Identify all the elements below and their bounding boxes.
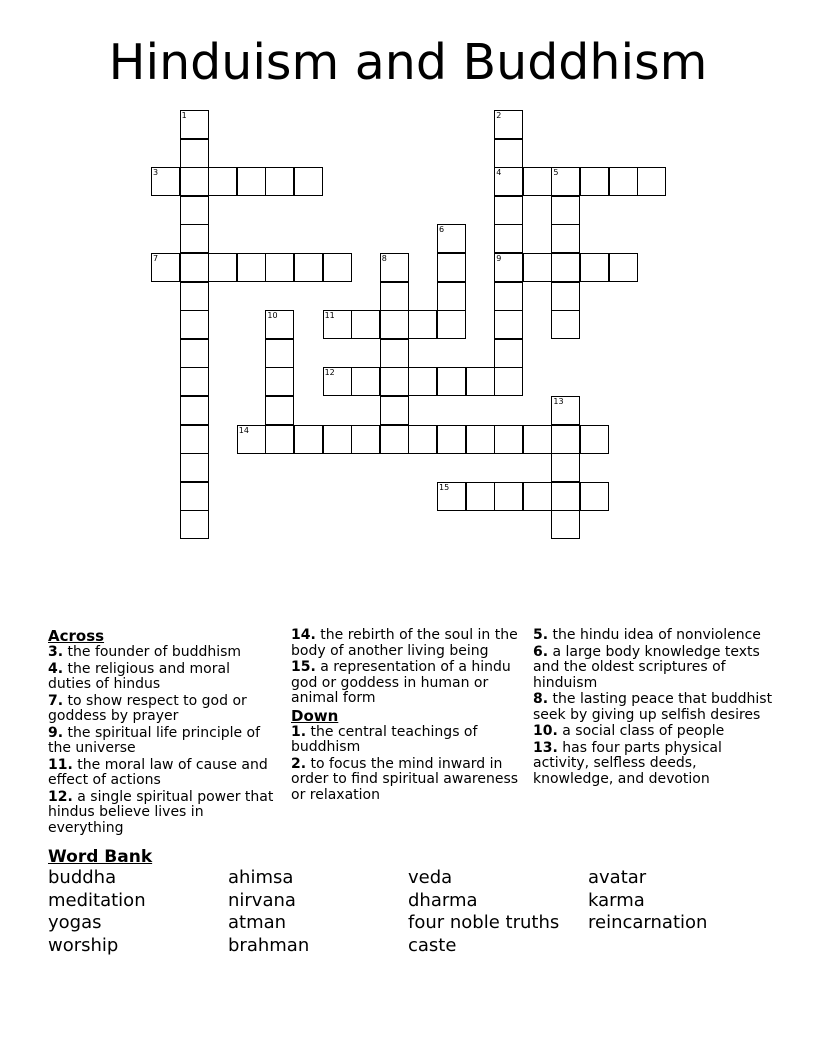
clue-column-3 [533, 628, 773, 788]
word-bank-item: avatar [588, 867, 647, 888]
crossword-cell[interactable] [380, 282, 409, 311]
crossword-cell[interactable] [494, 339, 523, 368]
cell-number: 11 [324, 311, 335, 321]
crossword-cell[interactable] [494, 310, 523, 339]
crossword-cell[interactable] [494, 282, 523, 311]
page-title: Hinduism and Buddhism [108, 34, 708, 91]
crossword-cell[interactable] [351, 425, 380, 454]
clue-down-1: 1. the central teachings of buddhism [291, 723, 478, 755]
word-bank-item: worship [48, 935, 119, 956]
crossword-cell[interactable] [380, 339, 409, 368]
clue-across-14: 14. the rebirth of the soul in the body of another living being [291, 627, 518, 659]
crossword-cell[interactable] [351, 310, 380, 339]
crossword-cell[interactable] [180, 396, 209, 425]
crossword-cell[interactable] [180, 253, 209, 282]
word-bank-item: dharma [408, 890, 478, 911]
crossword-cell[interactable] [265, 253, 294, 282]
crossword-cell[interactable] [265, 167, 294, 196]
crossword-cell[interactable] [580, 425, 609, 454]
crossword-cell[interactable] [637, 167, 666, 196]
crossword-cell[interactable] [208, 253, 237, 282]
clue-column-2 [291, 628, 519, 804]
crossword-cell[interactable] [523, 425, 552, 454]
word-bank-item: caste [408, 935, 457, 956]
crossword-cell[interactable] [523, 253, 552, 282]
down-heading: Down [291, 706, 339, 725]
clue-down-6: 6. a large body knowledge texts and the oldest scriptures of hinduism [533, 643, 760, 691]
word-bank-item: atman [228, 912, 287, 933]
crossword-cell[interactable] [380, 367, 409, 396]
crossword-cell[interactable] [265, 367, 294, 396]
cell-number: 7 [153, 254, 159, 263]
crossword-cell[interactable] [380, 396, 409, 425]
crossword-cell[interactable] [237, 167, 266, 196]
clue-across-9: 9. the spiritual life principle of the universe [48, 724, 261, 756]
crossword-cell[interactable] [523, 167, 552, 196]
crossword-cell[interactable] [551, 196, 580, 225]
word-bank-item: veda [408, 867, 453, 888]
crossword-cell[interactable] [437, 367, 466, 396]
clue-down-10: 10. a social class of people [533, 723, 725, 739]
crossword-cell[interactable] [551, 482, 580, 511]
clue-across-4: 4. the religious and moral duties of hindus [48, 660, 230, 692]
crossword-cell[interactable] [580, 482, 609, 511]
clue-across-12: 12. a single spiritual power that hindus believe lives in everything [48, 788, 274, 836]
crossword-cell[interactable] [609, 167, 638, 196]
crossword-cell[interactable] [494, 482, 523, 511]
clue-across-7: 7. to show respect to god or goddess by prayer [48, 692, 247, 724]
crossword-cell[interactable] [294, 253, 323, 282]
cell-number: 8 [381, 254, 387, 263]
across-heading: Across [48, 627, 105, 645]
word-bank-item: reincarnation [588, 912, 708, 933]
crossword-cell[interactable] [466, 425, 495, 454]
cell-number: 13 [553, 397, 564, 406]
crossword-cell[interactable] [180, 453, 209, 482]
clue-down-2: 2. to focus the mind inward in order to find spiritual awareness or relaxation [291, 755, 519, 803]
crossword-cell[interactable] [208, 167, 237, 196]
crossword-cell[interactable] [494, 367, 523, 396]
crossword-cell[interactable] [180, 425, 209, 454]
clue-down-13: 13. has four parts physical activity, selfless deeds, knowledge, and devotion [533, 739, 722, 787]
cell-number: 10 [267, 311, 278, 321]
crossword-cell[interactable] [180, 224, 209, 253]
crossword-cell[interactable] [380, 310, 409, 339]
cell-number: 4 [496, 168, 502, 178]
crossword-cell[interactable] [180, 367, 209, 396]
word-bank-item: brahman [228, 935, 310, 956]
cell-number: 14 [238, 425, 249, 435]
word-bank-item: four noble truths [408, 912, 560, 933]
crossword-cell[interactable] [551, 282, 580, 311]
crossword-cell[interactable] [523, 482, 552, 511]
crossword-cell[interactable] [437, 253, 466, 282]
word-bank-title: Word Bank [48, 847, 153, 867]
crossword-cell[interactable] [294, 167, 323, 196]
crossword-cell[interactable] [180, 167, 209, 196]
crossword-cell[interactable] [180, 510, 209, 539]
crossword-cell[interactable] [237, 253, 266, 282]
crossword-cell[interactable] [180, 482, 209, 511]
cell-number: 2 [496, 111, 502, 120]
clue-across-15: 15. a representation of a hindu god or goddess in human or animal form [291, 659, 511, 706]
crossword-cell[interactable] [494, 196, 523, 225]
crossword-cell[interactable] [609, 253, 638, 282]
crossword-cell[interactable] [323, 425, 352, 454]
cell-number: 9 [496, 254, 502, 263]
crossword-cell[interactable] [180, 282, 209, 311]
crossword-cell[interactable] [180, 196, 209, 225]
crossword-cell[interactable] [408, 425, 437, 454]
crossword-cell[interactable] [180, 310, 209, 339]
crossword-cell[interactable] [466, 482, 495, 511]
crossword-cell[interactable] [265, 425, 294, 454]
crossword-cell[interactable] [551, 425, 580, 454]
cell-number: 15 [439, 482, 450, 492]
cell-number: 6 [439, 225, 445, 235]
clue-across-3: 3. the founder of buddhism [48, 644, 242, 660]
crossword-cell[interactable] [437, 310, 466, 339]
crossword-cell[interactable] [265, 339, 294, 368]
crossword-cell[interactable] [494, 139, 523, 168]
crossword-cell[interactable] [551, 310, 580, 339]
word-bank-item: nirvana [228, 890, 296, 911]
crossword-cell[interactable] [551, 510, 580, 539]
crossword-cell[interactable] [437, 282, 466, 311]
crossword-cell[interactable] [323, 253, 352, 282]
word-bank-item: yogas [48, 912, 102, 933]
crossword-cell[interactable] [494, 224, 523, 253]
crossword-cell[interactable] [551, 224, 580, 253]
crossword-cell[interactable] [551, 453, 580, 482]
word-bank-item: ahimsa [228, 867, 294, 888]
crossword-cell[interactable] [180, 339, 209, 368]
crossword-cell[interactable] [408, 310, 437, 339]
word-bank-item: meditation [48, 890, 146, 911]
crossword-cell[interactable] [380, 425, 409, 454]
cell-number: 1 [181, 111, 187, 120]
word-bank-item: karma [588, 890, 645, 911]
crossword-cell[interactable] [580, 167, 609, 196]
crossword-cell[interactable] [351, 367, 380, 396]
word-bank-item: buddha [48, 867, 117, 888]
crossword-cell[interactable] [466, 367, 495, 396]
clue-down-8: 8. the lasting peace that buddhist seek by giving up selfish desires [533, 691, 773, 723]
crossword-cell[interactable] [265, 396, 294, 425]
crossword-cell[interactable] [437, 425, 466, 454]
cell-number: 12 [324, 368, 335, 378]
crossword-cell[interactable] [294, 425, 323, 454]
cell-number: 3 [153, 168, 159, 178]
clue-column-1 [48, 628, 276, 837]
crossword-cell[interactable] [551, 253, 580, 282]
crossword-cell[interactable] [408, 367, 437, 396]
cell-number: 5 [553, 168, 559, 178]
crossword-cell[interactable] [580, 253, 609, 282]
clue-across-11: 11. the moral law of cause and effect of actions [48, 756, 268, 788]
clue-down-5: 5. the hindu idea of nonviolence [533, 627, 761, 643]
crossword-cell[interactable] [494, 425, 523, 454]
crossword-cell[interactable] [180, 139, 209, 168]
